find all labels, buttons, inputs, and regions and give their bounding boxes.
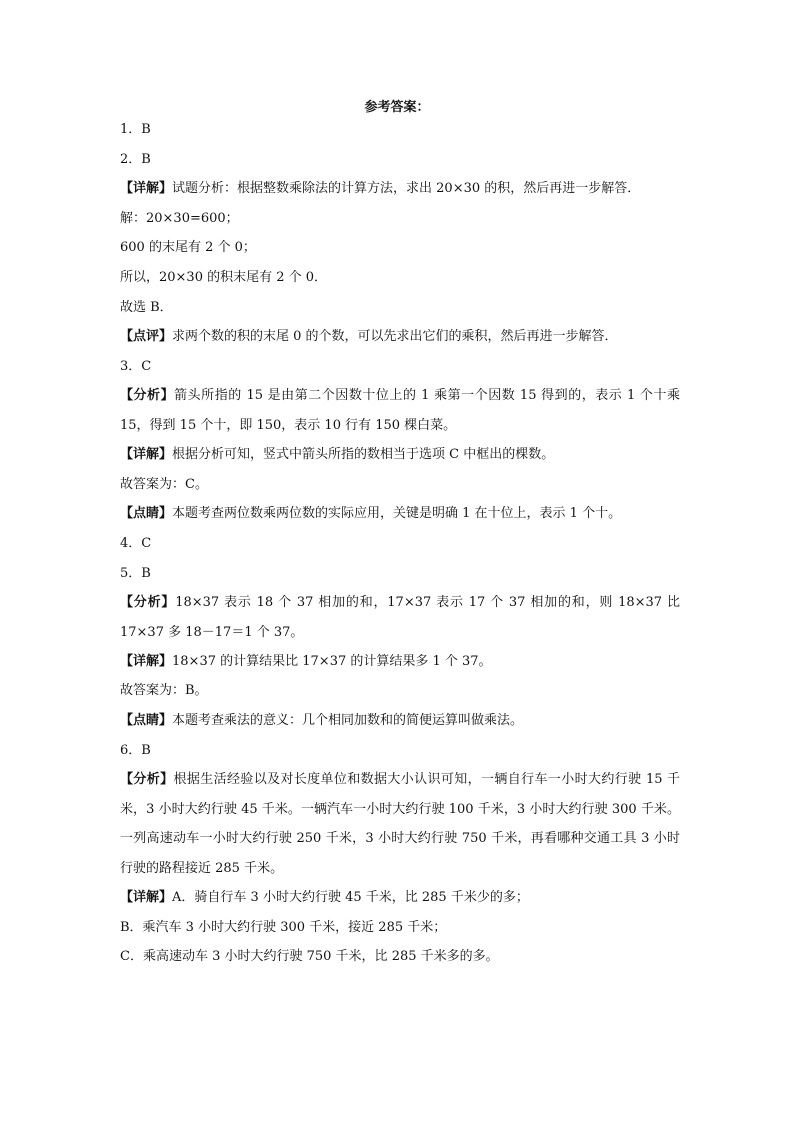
answer-text: 5．B xyxy=(120,565,151,581)
answer-text: 本题考查乘法的意义：几个相同加数和的简便运算叫做乘法。 xyxy=(172,713,524,729)
page-title: 参考答案： xyxy=(364,100,430,115)
section-tag: 【点睛】 xyxy=(120,713,173,729)
answer-paragraph xyxy=(120,588,680,647)
answer-line xyxy=(120,268,680,288)
answer-text: 故答案为：C。 xyxy=(120,476,208,492)
answer-line xyxy=(120,209,680,229)
answer-line xyxy=(120,681,680,701)
answer-text: 18×37 的计算结果比 17×37 的计算结果多 1 个 37。 xyxy=(172,653,492,669)
answer-text: B．乘汽车 3 小时大约行驶 300 千米，接近 285 千米； xyxy=(120,919,447,935)
answer-line xyxy=(120,120,680,140)
answer-text: C．乘高速动车 3 小时大约行驶 750 千米，比 285 千米多的多。 xyxy=(120,949,499,965)
answer-line xyxy=(120,150,680,170)
answer-line xyxy=(120,711,680,731)
answer-text: 2．B xyxy=(120,151,151,167)
answer-line xyxy=(120,564,680,584)
answer-text: 箭头所指的 15 是由第二个因数十位上的 1 乘第一个因数 15 得到的，表示 1 个十乘 15，得到 15 个十，即 150，表示 10 行有 150 棵白菜。 xyxy=(120,388,680,433)
answer-line xyxy=(120,357,680,377)
section-tag: 【分析】 xyxy=(120,772,174,788)
answer-text: 600 的末尾有 2 个 0； xyxy=(120,240,256,256)
section-tag: 【点睛】 xyxy=(120,506,173,522)
answer-line xyxy=(120,504,680,524)
section-tag: 【分析】 xyxy=(120,388,175,404)
answer-text: 4．C xyxy=(120,535,152,551)
answer-line xyxy=(120,475,680,495)
section-tag: 【分析】 xyxy=(120,595,176,611)
section-tag: 【详解】 xyxy=(120,653,173,669)
answer-text: 解：20×30=600； xyxy=(120,210,239,226)
answer-line xyxy=(120,179,680,199)
answer-text: 所以，20×30 的积末尾有 2 个 0． xyxy=(120,269,328,285)
answer-line xyxy=(120,652,680,672)
answer-line xyxy=(120,947,680,967)
answer-line xyxy=(120,445,680,465)
answer-text: 本题考查两位数乘两位数的实际应用，关键是明确 1 在十位上，表示 1 个十。 xyxy=(172,506,622,522)
answer-text: 18×37 表示 18 个 37 相加的和，17×37 表示 17 个 37 相加的和，则 18×37 比 17×37 多 18－17＝1 个 37。 xyxy=(120,595,680,640)
answer-paragraph xyxy=(120,765,680,883)
answer-text: 故答案为：B。 xyxy=(120,683,208,699)
answer-line xyxy=(120,741,680,761)
answer-line xyxy=(120,888,680,908)
answer-text: 试题分析：根据整数乘除法的计算方法，求出 20×30 的积，然后再进一步解答． xyxy=(172,181,641,197)
answer-text: A．骑自行车 3 小时大约行驶 45 千米，比 285 千米少的多； xyxy=(172,890,529,906)
answer-line xyxy=(120,918,680,938)
section-tag: 【详解】 xyxy=(120,890,173,906)
answer-text: 根据分析可知，竖式中箭头所指的数相当于选项 C 中框出的棵数。 xyxy=(172,447,555,463)
answer-line xyxy=(120,298,680,318)
answer-line xyxy=(120,534,680,554)
answer-text: 求两个数的积的末尾 0 的个数，可以先求出它们的乘积，然后再进一步解答． xyxy=(172,329,618,345)
answer-paragraph xyxy=(120,381,680,440)
answer-text: 3．C xyxy=(120,358,152,374)
answer-text: 故选 B． xyxy=(120,299,173,315)
answer-line xyxy=(120,327,680,347)
answer-content xyxy=(120,120,680,977)
section-tag: 【详解】 xyxy=(120,181,173,197)
answer-text: 1．B xyxy=(120,122,151,137)
section-tag: 【点评】 xyxy=(120,329,173,345)
answer-text: 6．B xyxy=(120,742,151,758)
section-tag: 【详解】 xyxy=(120,447,173,463)
answer-text: 根据生活经验以及对长度单位和数据大小认识可知，一辆自行车一小时大约行驶 15 千米，3 小时大约行驶 45 千米。一辆汽车一小时大约行驶 100 千米，3 小时大约行驶 300 千米。一列高速动车一小时大约行驶 250 千米，3 小时大约行驶 750 千米，再看哪种交通工具 3 小时行驶的路程接近 285 千米。 xyxy=(120,772,680,877)
answer-line xyxy=(120,238,680,258)
